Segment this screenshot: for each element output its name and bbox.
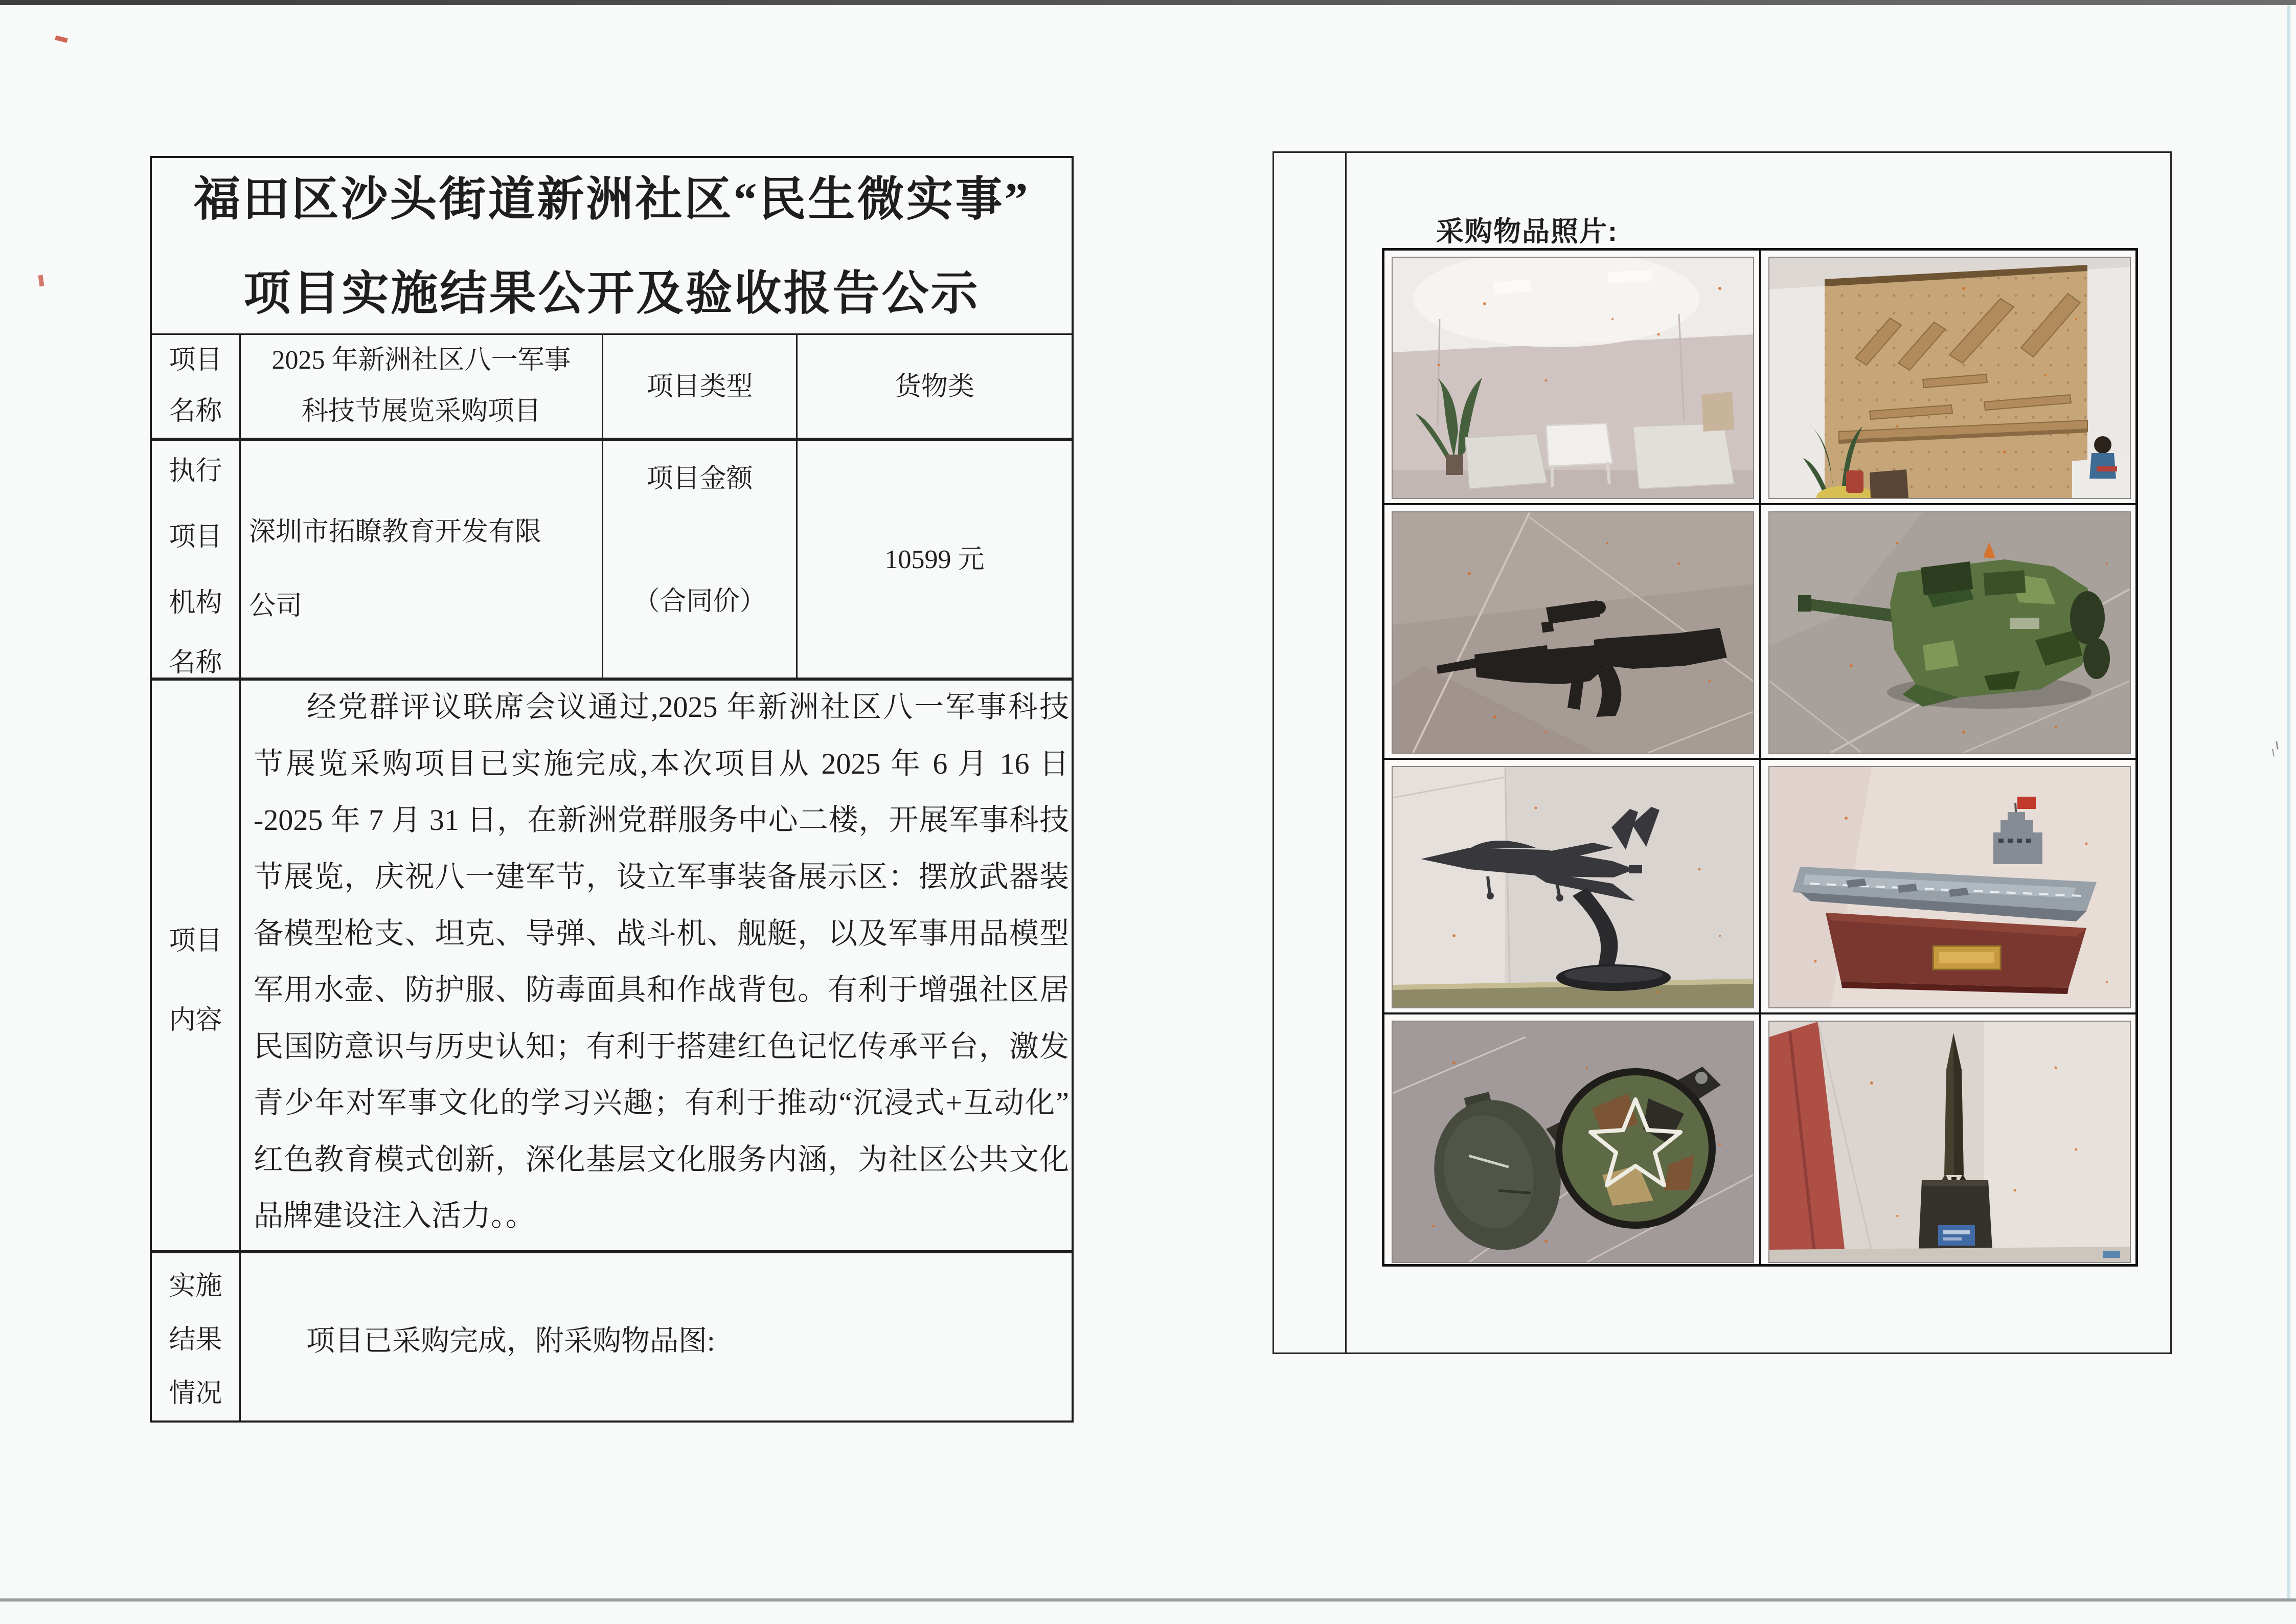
executing-org-value: 公司 bbox=[249, 592, 303, 621]
display-shelf-wall-photo bbox=[1768, 257, 2131, 499]
scan-edge-bottom bbox=[0, 1598, 2296, 1602]
scan-red-mark bbox=[38, 275, 44, 286]
content-line: 红色教育模式创新，深化基层文化服务内涵，为社区公共文化 bbox=[254, 1143, 1069, 1176]
amount-value: 10599 元 bbox=[884, 545, 985, 574]
amount-label: （合同价） bbox=[633, 587, 766, 616]
table-grid-line bbox=[152, 438, 1072, 441]
report-title-line2: 项目实施结果公开及验收报告公示 bbox=[243, 267, 980, 320]
amount-label: 项目金额 bbox=[646, 464, 753, 493]
content-line: 经党群评议联席会议通过,2025 年新洲社区八一军事科技 bbox=[307, 690, 1069, 724]
scan-gray-mark bbox=[2276, 741, 2279, 749]
project-name-value: 科技节展览采购项目 bbox=[301, 397, 541, 426]
aircraft-carrier-model-photo bbox=[1768, 766, 2131, 1008]
row4-label: 实施 bbox=[169, 1272, 222, 1301]
exhibition-room-photo bbox=[1392, 257, 1754, 499]
fighter-jet-model-photo bbox=[1392, 766, 1754, 1008]
row1-label: 项目 bbox=[169, 346, 222, 375]
report-table bbox=[150, 156, 1074, 1423]
executing-org-value: 深圳市拓瞭教育开发有限 bbox=[249, 517, 542, 547]
table-grid-line bbox=[239, 333, 241, 1420]
project-type-label: 项目类型 bbox=[646, 372, 753, 401]
row4-label: 结果 bbox=[169, 1325, 222, 1355]
table-grid-line bbox=[152, 678, 1072, 681]
photo-panel-caption: 采购物品照片: bbox=[1436, 216, 1618, 247]
row1-label: 名称 bbox=[169, 397, 222, 426]
canteen-models-photo bbox=[1392, 1021, 1754, 1263]
row3-label: 内容 bbox=[169, 1006, 222, 1035]
photo-cell bbox=[1384, 505, 1759, 758]
project-name-value: 2025 年新洲社区八一军事 bbox=[271, 346, 571, 375]
content-line: 品牌建设注入活力。。 bbox=[254, 1199, 536, 1232]
row4-label: 情况 bbox=[169, 1379, 222, 1408]
row2-label: 项目 bbox=[169, 523, 222, 552]
report-title-line1: 福田区沙头街道新洲社区“民生微实事” bbox=[193, 173, 1030, 225]
scan-red-mark bbox=[55, 35, 67, 43]
photo-cell bbox=[1761, 760, 2135, 1012]
tank-model-photo bbox=[1768, 511, 2131, 754]
photo-cell bbox=[1384, 1014, 1759, 1264]
project-type-value: 货物类 bbox=[894, 372, 974, 401]
table-grid-line bbox=[152, 333, 1072, 335]
content-line: 节展览采购项目已实施完成,本次项目从 2025 年 6 月 16 日 bbox=[254, 747, 1069, 780]
row2-label: 名称 bbox=[169, 648, 222, 678]
content-line: 民国防意识与历史认知；有利于搭建红色记忆传承平台，激发 bbox=[254, 1030, 1069, 1063]
content-line: 青少年对军事文化的学习兴趣；有利于推动“沉浸式+互动化” bbox=[254, 1086, 1069, 1119]
photo-panel bbox=[1272, 151, 2172, 1354]
photo-cell bbox=[1384, 760, 1759, 1012]
rifle-model-photo bbox=[1392, 511, 1754, 754]
photo-cell bbox=[1761, 251, 2135, 503]
photo-grid bbox=[1382, 248, 2138, 1267]
content-line: 备模型枪支、坦克、导弹、战斗机、舰艇，以及军事用品模型 bbox=[254, 917, 1069, 950]
panel-grid-line bbox=[1345, 153, 1347, 1352]
content-line: 军用水壶、防护服、防毒面具和作战背包。有利于增强社区居 bbox=[254, 973, 1069, 1006]
photo-cell bbox=[1384, 251, 1759, 503]
content-line: 节展览，庆祝八一建军节，设立军事装备展示区：摆放武器装 bbox=[254, 860, 1069, 893]
table-grid-line bbox=[152, 1250, 1072, 1253]
row2-label: 机构 bbox=[169, 589, 222, 618]
missile-model-photo bbox=[1768, 1021, 2131, 1263]
content-line: -2025 年 7 月 31 日，在新洲党群服务中心二楼，开展军事科技 bbox=[254, 803, 1069, 837]
scan-edge-top bbox=[0, 0, 2296, 5]
result-value: 项目已采购完成，附采购物品图: bbox=[306, 1325, 715, 1357]
photo-cell bbox=[1761, 1014, 2135, 1264]
row3-label: 项目 bbox=[169, 927, 222, 956]
row2-label: 执行 bbox=[169, 457, 222, 486]
photo-cell bbox=[1761, 505, 2135, 758]
scan-edge-right bbox=[2287, 5, 2290, 1598]
